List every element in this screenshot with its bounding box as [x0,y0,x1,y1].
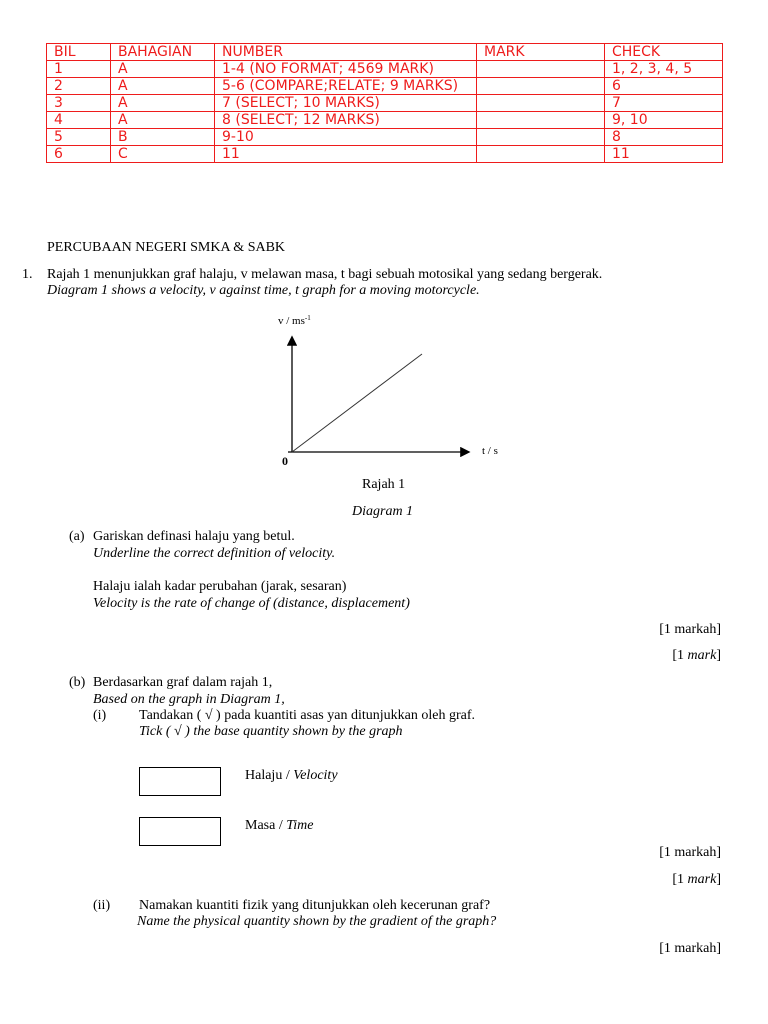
cell-number: 9-10 [215,129,477,146]
question-number: 1. [22,267,33,282]
cell-number: 5-6 (COMPARE;RELATE; 9 MARKS) [215,78,477,95]
x-axis-label: t / s [482,445,498,457]
exam-heading: PERCUBAAN NEGERI SMKA & SABK [47,240,286,255]
part-b-i-mark-english: [1 mark] [672,872,721,887]
cell-bil: 1 [47,61,111,78]
part-b-ii-malay: Namakan kuantiti fizik yang ditunjukkan oleh kecerunan graf? [139,898,491,913]
cell-check: 6 [605,78,723,95]
part-a-mark-english: [1 mark] [672,648,721,663]
cell-bahagian: A [111,95,215,112]
table-row [47,112,723,129]
cell-bahagian: A [111,78,215,95]
part-b-ii-mark-malay: [1 markah] [659,941,721,956]
cell-bil: 4 [47,112,111,129]
question-1-english: Diagram 1 shows a velocity, v against time, t graph for a moving motorcycle. [47,283,480,298]
origin-label: 0 [282,454,288,468]
time-tick-box[interactable] [139,817,221,846]
cell-number: 7 (SELECT; 10 MARKS) [215,95,477,112]
part-b-i-english: Tick ( √ ) the base quantity shown by the graph [139,724,403,739]
part-b-i-malay: Tandakan ( √ ) pada kuantiti asas yan ditunjukkan oleh graf. [139,708,475,723]
table-row [47,146,723,163]
checklist-table [46,43,723,163]
part-b-malay: Berdasarkan graf dalam rajah 1, [93,675,273,690]
cell-bahagian: C [111,146,215,163]
header-number: NUMBER [215,44,477,61]
option-velocity-label: Halaju / Velocity [245,768,338,783]
cell-bil: 5 [47,129,111,146]
cell-check: 9, 10 [605,112,723,129]
part-a-malay: Gariskan definasi halaju yang betul. [93,529,295,544]
header-bil: BIL [47,44,111,61]
figure-caption-english: Diagram 1 [352,504,414,519]
part-a-label: (a) [69,529,85,544]
cell-mark [477,112,605,129]
velocity-line [292,354,422,452]
cell-check: 8 [605,129,723,146]
cell-mark [477,61,605,78]
velocity-time-graph [270,308,520,468]
table-header-row [47,44,723,61]
part-b-ii-english: Name the physical quantity shown by the gradient of the graph? [137,914,497,929]
header-mark: MARK [477,44,605,61]
cell-bil: 6 [47,146,111,163]
cell-bahagian: A [111,61,215,78]
part-b-english: Based on the graph in Diagram 1, [93,692,285,707]
part-b-label: (b) [69,675,86,690]
table-row [47,129,723,146]
header-check: CHECK [605,44,723,61]
cell-mark [477,129,605,146]
y-axis-label: v / $ms^{-1}$ [278,314,311,327]
cell-number: 1-4 (NO FORMAT; 4569 MARK) [215,61,477,78]
option-time-label: Masa / Time [245,818,314,833]
cell-number: 8 (SELECT; 12 MARKS) [215,112,477,129]
table-row [47,95,723,112]
cell-mark [477,95,605,112]
part-a-statement-malay: Halaju ialah kadar perubahan (jarak, sesaran) [93,579,347,594]
part-a-english: Underline the correct definition of velocity. [93,546,336,561]
part-b-ii-label: (ii) [93,898,111,913]
cell-bahagian: A [111,112,215,129]
part-b-i-mark-malay: [1 markah] [659,845,721,860]
part-b-i-label: (i) [93,708,107,723]
cell-check: 11 [605,146,723,163]
cell-number: 11 [215,146,477,163]
cell-mark [477,146,605,163]
cell-check: 1, 2, 3, 4, 5 [605,61,723,78]
cell-bahagian: B [111,129,215,146]
cell-check: 7 [605,95,723,112]
table-row [47,78,723,95]
figure-caption-malay: Rajah 1 [362,477,406,492]
part-a-statement-english: Velocity is the rate of change of (distance, displacement) [93,596,410,611]
cell-mark [477,78,605,95]
part-a-mark-malay: [1 markah] [659,622,721,637]
table-row [47,61,723,78]
cell-bil: 2 [47,78,111,95]
velocity-tick-box[interactable] [139,767,221,796]
header-bahagian: BAHAGIAN [111,44,215,61]
cell-bil: 3 [47,95,111,112]
question-1-malay: Rajah 1 menunjukkan graf halaju, v melawan masa, t bagi sebuah motosikal yang sedang bergerak. [47,267,603,282]
